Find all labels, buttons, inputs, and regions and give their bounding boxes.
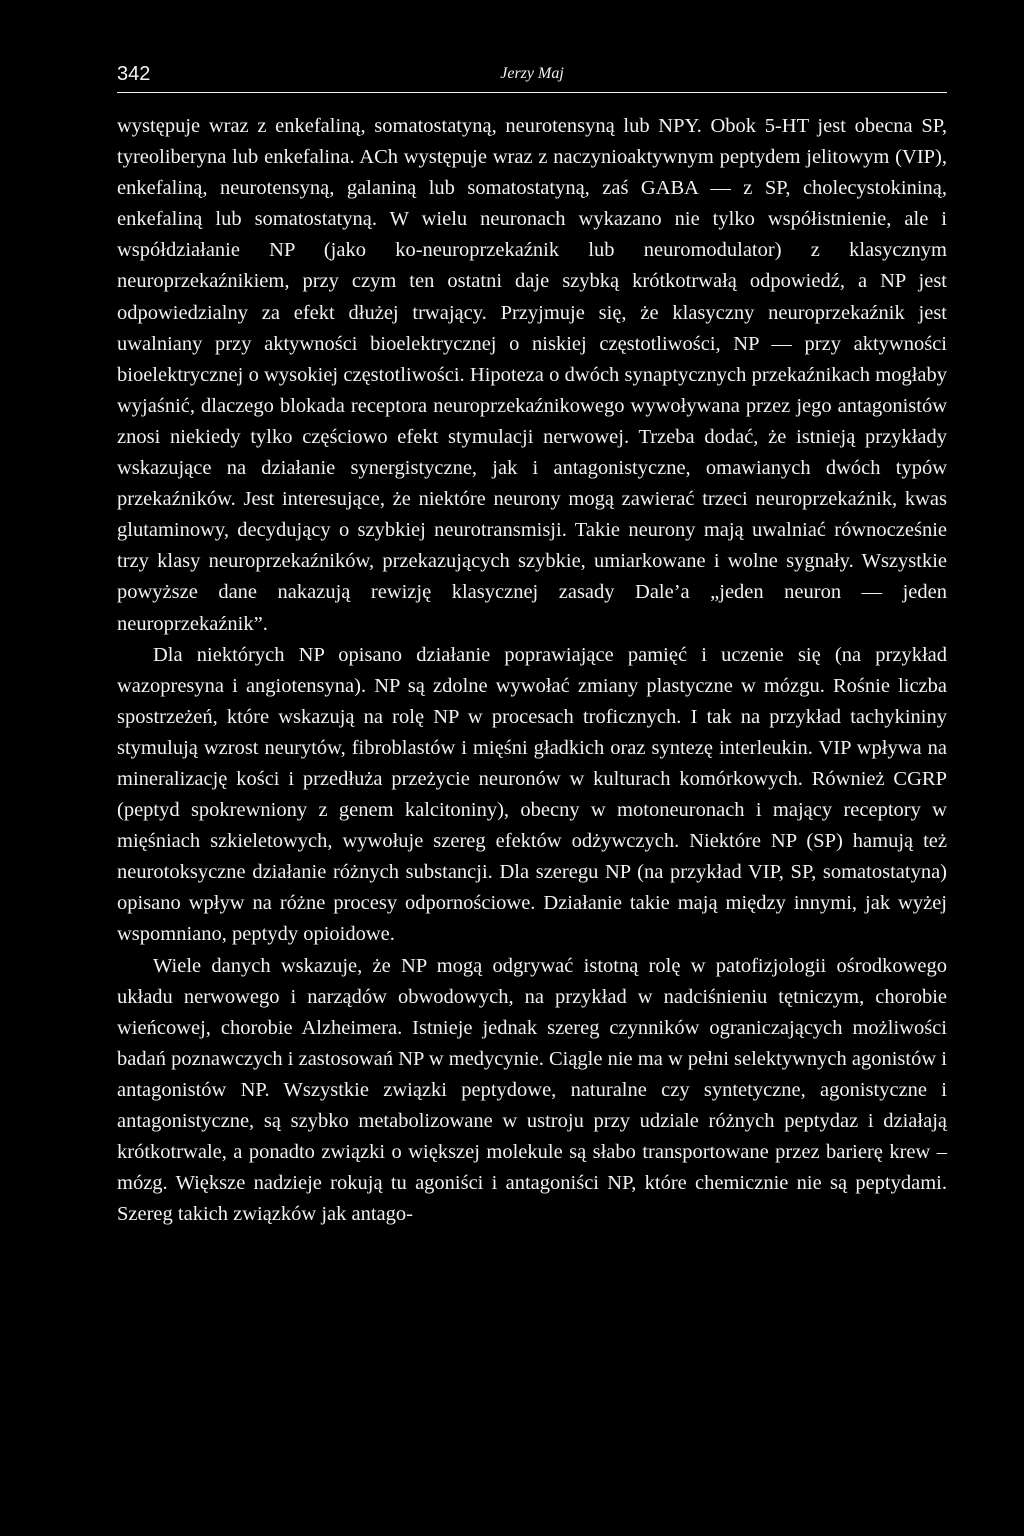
paragraph: Dla niektórych NP opisano działanie poprawiające pamięć i uczenie się (na przykład wazopresyna i angiotensyna). NP są zdolne wywołać zmiany plastyczne w mózgu. Rośnie liczba spostrzeżeń, które wskazują na rolę NP w procesach troficznych. I tak na przykład tachykininy stymulują wzrost neurytów, fibroblastów i mięśni gładkich oraz syntezę interleukin. VIP wpływa na mineralizację kości i przedłuża przeżycie neuronów w kulturach komórkowych. Również CGRP (peptyd spokrewniony z genem kalcitoniny), obecny w motoneuronach i mający receptory w mięśniach szkieletowych, wywołuje szereg efektów odżywczych. Niektóre NP (SP) hamują też neurotoksyczne działanie różnych substancji. Dla szeregu NP (na przykład VIP, SP, somatostatyna) opisano wpływ na różne procesy odpornościowe. Działanie takie mają między innymi, jak wyżej wspomniano, peptydy opioidowe.: [117, 643, 947, 946]
paragraph: występuje wraz z enkefaliną, somatostatyną, neurotensyną lub NPY. Obok 5-HT jest obecna SP, tyreoliberyna lub enkefalina. ACh występuje wraz z naczynioaktywnym peptydem jelitowym (VIP), enkefaliną, neurotensyną, galaniną lub somatostatyną, zaś GABA — z SP, cholecystokininą, enkefaliną lub somatostatyną. W wielu neuronach wykazano nie tylko współistnienie, ale i współdziałanie NP (jako ko-neuroprzekaźnik lub neuromodulator) z klasycznym neuroprzekaźnikiem, przy czym ten ostatni daje szybką krótkotrwałą odpowiedź, a NP jest odpowiedzialny za efekt dłużej trwający. Przyjmuje się, że klasyczny neuroprzekaźnik jest uwalniany przy aktywności bioelektrycznej o niskiej częstotliwości, NP — przy aktywności bioelektrycznej o wysokiej częstotliwości. Hipoteza o dwóch synaptycznych przekaźnikach mogłaby wyjaśnić, dlaczego blokada receptora neuroprzekaźnikowego wywoływana przez jego antagonistów znosi niekiedy tylko częściowo efekt stymulacji nerwowej. Trzeba dodać, że istnieją przykłady wskazujące na działanie synergistyczne, jak i antagonistyczne, omawianych dwóch typów przekaźników. Jest interesujące, że niektóre neurony mogą zawierać trzeci neuroprzekaźnik, kwas glutaminowy, decydujący o szybkiej neurotransmisji. Takie neurony mają uwalniać równocześnie trzy klasy neuroprzekaźników, przekazujących szybkie, umiarkowane i wolne sygnały. Wszystkie powyższe dane nakazują rewizję klasycznej zasady Dale’a „jeden neuron — jeden neuroprzekaźnik”.: [117, 115, 947, 635]
header-rule: [117, 92, 947, 93]
page-header: [117, 62, 947, 94]
paragraph: Wiele danych wskazuje, że NP mogą odgrywać istotną rolę w patofizjologii ośrodkowego układu nerwowego i narządów obwodowych, na przykład w nadciśnieniu tętniczym, chorobie wieńcowej, chorobie Alzheimera. Istnieje jednak szereg czynników ograniczających możliwości badań poznawczych i zastosowań NP w medycynie. Ciągle nie ma w pełni selektywnych agonistów i antagonistów NP. Wszystkie związki peptydowe, naturalne czy syntetyczne, agonistyczne i antagonistyczne, są szybko metabolizowane w ustroju przy udziale różnych peptydaz i działają krótkotrwale, a ponadto związki o większej molekule są słabo transportowane przez barierę krew – mózg. Większe nadzieje rokują tu agoniści i antagoniści NP, które chemicznie nie są peptydami. Szereg takich związków jak antago-: [117, 954, 947, 1226]
running-head-author: Jerzy Maj: [500, 65, 564, 82]
page-number: 342: [117, 63, 151, 85]
body-text: [117, 111, 947, 1230]
